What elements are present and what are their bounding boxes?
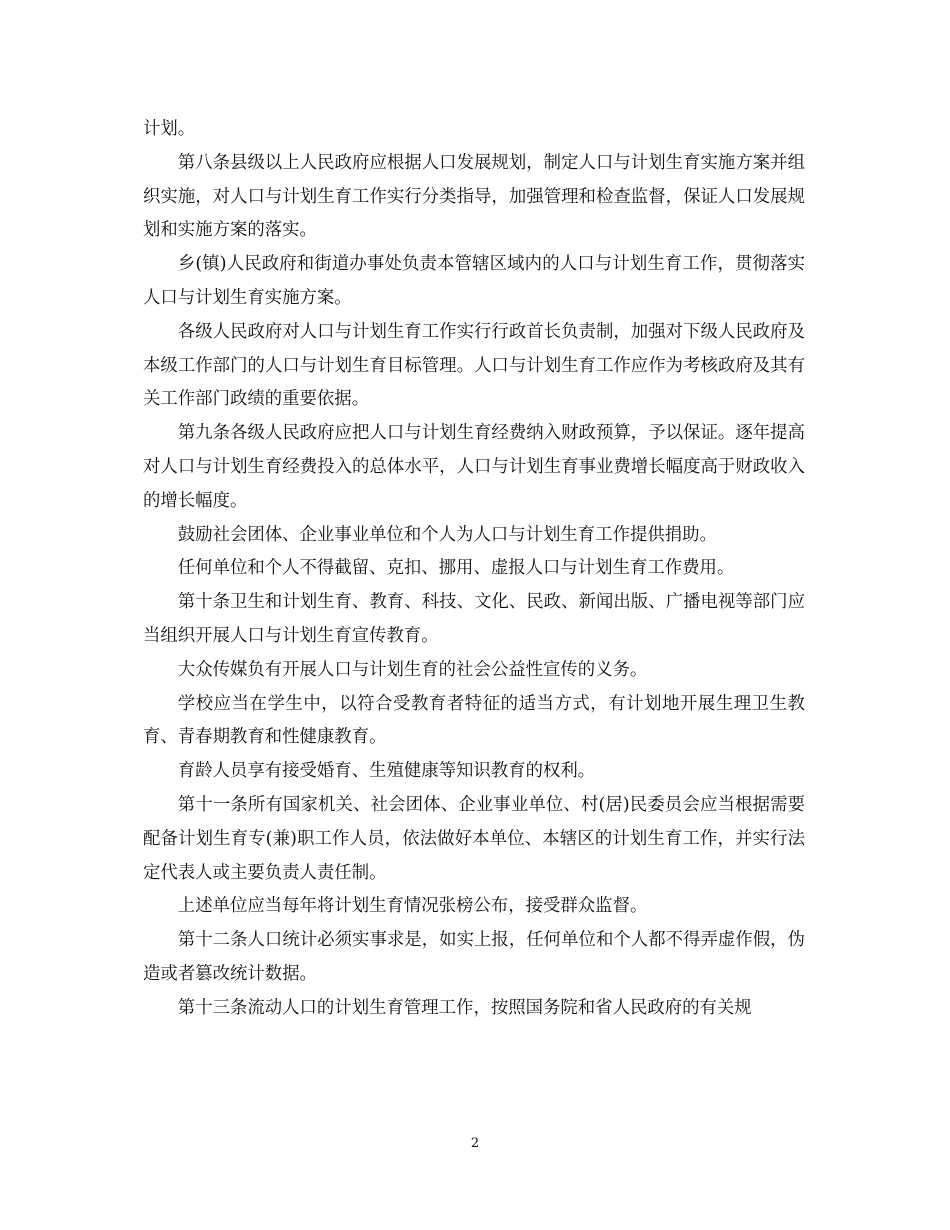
paragraph-schools: 学校应当在学生中，以符合受教育者特征的适当方式，有计划地开展生理卫生教育、青春期教育和性健康教育。 <box>143 693 805 748</box>
paragraph-continuation: 计划。 <box>143 119 196 139</box>
paragraph-public-notice: 上述单位应当每年将计划生育情况张榜公布，接受群众监督。 <box>177 896 648 917</box>
paragraph-article-10: 第十条卫生和计划生育、教育、科技、文化、民政、新闻出版、广播电视等部门应当组织开展人口与计划生育宣传教育。 <box>143 592 805 646</box>
paragraph-donations: 鼓励社会团体、企业事业单位和个人为人口与计划生育工作提供捐助。 <box>177 524 717 545</box>
page-number: 2 <box>470 1136 480 1151</box>
paragraph-township: 乡(镇)人民政府和街道办事处负责本管辖区域内的人口与计划生育工作，贯彻落实人口与计划生育实施方案。 <box>143 254 805 308</box>
paragraph-article-9: 第九条各级人民政府应把人口与计划生育经费纳入财政预算，予以保证。逐年提高对人口与计划生育经费投入的总体水平，人口与计划生育事业费增长幅度高于财政收入的增长幅度。 <box>143 423 805 511</box>
paragraph-article-11: 第十一条所有国家机关、社会团体、企业事业单位、村(居)民委员会应当根据需要配备计划生育专(兼)职工作人员，依法做好本单位、本辖区的计划生育工作，并实行法定代表人或主要负责人责任制。 <box>143 794 805 883</box>
paragraph-article-13: 第十三条流动人口的计划生育管理工作，按照国务院和省人民政府的有关规 <box>177 997 752 1018</box>
paragraph-article-8: 第八条县级以上人民政府应根据人口发展规划，制定人口与计划生育实施方案并组织实施，对人口与计划生育工作实行分类指导，加强管理和检查监督，保证人口发展规划和实施方案的落实。 <box>143 152 805 241</box>
paragraph-article-12: 第十二条人口统计必须实事求是，如实上报，任何单位和个人都不得弄虚作假，伪造或者篡改统计数据。 <box>143 930 805 984</box>
paragraph-media: 大众传媒负有开展人口与计划生育的社会公益性宣传的义务。 <box>177 659 648 680</box>
paragraph-funds: 任何单位和个人不得截留、克扣、挪用、虚报人口与计划生育工作费用。 <box>177 558 735 579</box>
document-body <box>143 113 805 1026</box>
paragraph-rights: 育龄人员享有接受婚育、生殖健康等知识教育的权利。 <box>177 761 596 782</box>
paragraph-responsibility: 各级人民政府对人口与计划生育工作实行行政首长负责制，加强对下级人民政府及本级工作部门的人口与计划生育目标管理。人口与计划生育工作应作为考核政府及其有关工作部门政绩的重要依据。 <box>143 321 805 410</box>
